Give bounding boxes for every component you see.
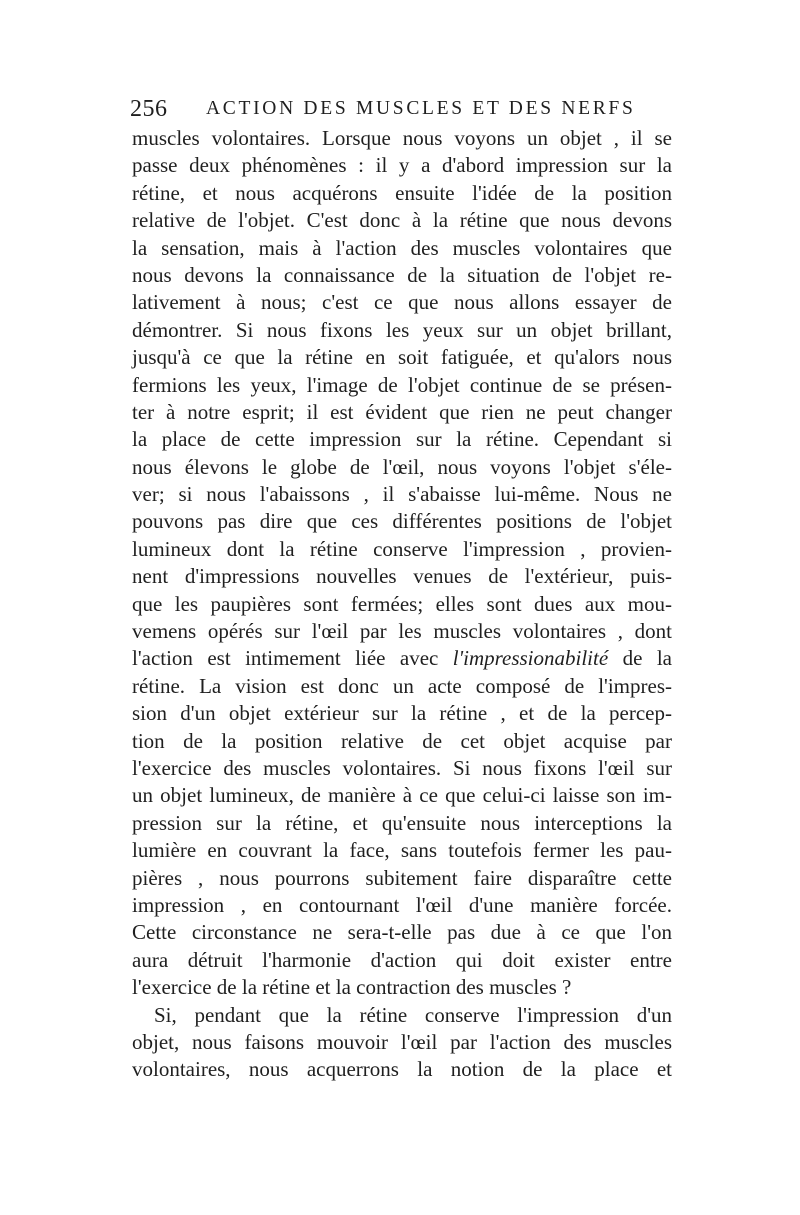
text-segment: de la <box>608 646 672 671</box>
text-line: rétine. La vision est donc un acte composé de l'impres- <box>132 673 672 698</box>
text-line: impression , en contournant l'œil d'une manière forcée. <box>132 892 672 917</box>
text-line: relative de l'objet. C'est donc à la rétine que nous devons <box>132 208 672 233</box>
text-segment: l'action est intimement liée avec <box>132 646 453 671</box>
text-line: rétine, et nous acquérons ensuite l'idée de la position <box>132 180 672 205</box>
text-line: pières , nous pourrons subitement faire disparaître cette <box>132 865 672 890</box>
running-title: ACTION DES MUSCLES ET DES NERFS <box>206 98 636 119</box>
running-header <box>130 94 670 124</box>
text-line: la place de cette impression sur la rétine. Cependant si <box>132 427 672 452</box>
italic-term: l'impressionabilité <box>452 646 609 671</box>
text-line: tion de la position relative de cet objet acquise par <box>132 728 672 753</box>
text-line: sion d'un objet extérieur sur la rétine , et de la percep- <box>132 701 672 726</box>
text-line: nous élevons le globe de l'œil, nous voyons l'objet s'éle- <box>132 454 672 479</box>
text-line: lativement à nous; c'est ce que nous allons essayer de <box>132 290 672 315</box>
paragraph-start-line: Si, pendant que la rétine conserve l'impression d'un <box>154 1002 672 1027</box>
text-line: fermions les yeux, l'image de l'objet continue de se présen- <box>132 372 672 397</box>
text-line: lumière en couvrant la face, sans toutefois fermer les pau- <box>132 838 672 863</box>
text-line: pression sur la rétine, et qu'ensuite nous interceptions la <box>132 810 672 835</box>
text-line: muscles volontaires. Lorsque nous voyons un objet , il se <box>132 126 672 150</box>
text-line: passe deux phénomènes : il y a d'abord impression sur la <box>132 153 672 178</box>
text-line: ver; si nous l'abaissons , il s'abaisse lui-même. Nous ne <box>132 482 672 507</box>
text-line: nous devons la connaissance de la situation de l'objet re- <box>132 262 672 287</box>
text-line: aura détruit l'harmonie d'action qui doit exister entre <box>132 947 672 972</box>
paragraph-end-line: l'exercice de la rétine et la contraction des muscles ? <box>132 975 572 1000</box>
text-line: vemens opérés sur l'œil par les muscles volontaires , dont <box>132 619 672 644</box>
text-line: Cette circonstance ne sera-t-elle pas due à ce que l'on <box>132 920 672 945</box>
text-line: démontrer. Si nous fixons les yeux sur un objet brillant, <box>132 317 672 342</box>
text-line: un objet lumineux, de manière à ce que celui-ci laisse son im- <box>132 783 672 808</box>
text-line: nent d'impressions nouvelles venues de l'extérieur, puis- <box>132 564 672 589</box>
text-line: jusqu'à ce que la rétine en soit fatiguée, et qu'alors nous <box>132 345 672 370</box>
text-line: que les paupières sont fermées; elles sont dues aux mou- <box>132 591 672 616</box>
text-line: ter à notre esprit; il est évident que rien ne peut changer <box>132 399 672 424</box>
text-line: la sensation, mais à l'action des muscles volontaires que <box>132 235 672 260</box>
text-line: l'exercice des muscles volontaires. Si nous fixons l'œil sur <box>132 755 672 780</box>
text-line: objet, nous faisons mouvoir l'œil par l'action des muscles <box>132 1029 672 1054</box>
text-line: lumineux dont la rétine conserve l'impression , provien- <box>132 536 672 561</box>
body-text <box>132 125 672 1084</box>
text-line: volontaires, nous acquerrons la notion de la place et <box>132 1057 672 1082</box>
text-line-with-italic <box>132 645 672 672</box>
page-number: 256 <box>130 96 168 122</box>
text-line: pouvons pas dire que ces différentes positions de l'objet <box>132 509 672 534</box>
